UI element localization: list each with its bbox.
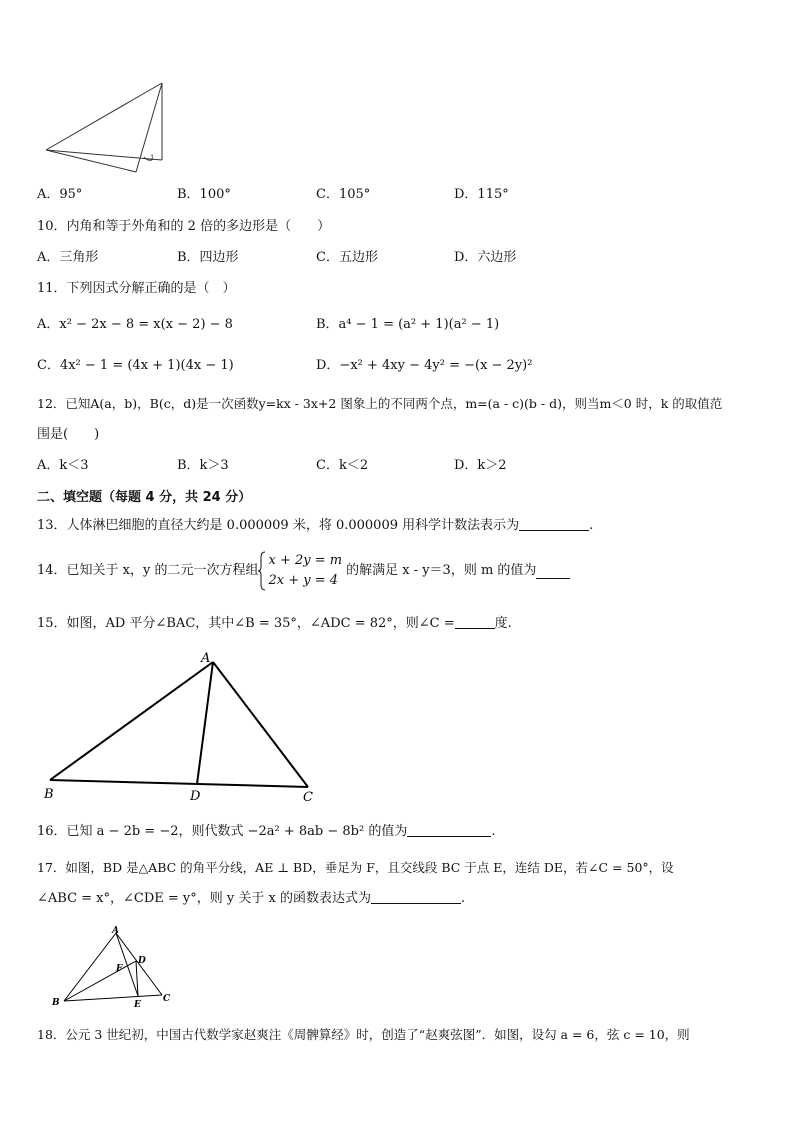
q17-figure: [48, 923, 183, 1013]
q17-end: .: [460, 891, 466, 906]
q11-option-a[interactable]: A．x² − 2x − 8 = x(x − 2) − 8: [37, 317, 233, 332]
q15-edge-bc: [50, 780, 308, 787]
q9-edge: [46, 83, 162, 150]
q17-label-a: A: [112, 926, 119, 936]
q9-edge: [46, 150, 162, 160]
q9-figure: [40, 78, 170, 178]
q12-stem-line2: 围是( ): [37, 427, 100, 442]
q17-line2: [37, 889, 465, 909]
section-title: 二、填空题（每题 4 分，共 24 分）: [37, 490, 252, 505]
q10-option-a[interactable]: A．三角形: [37, 250, 99, 265]
q18-stem: 18．公元 3 世纪初，中国古代数学家赵爽注《周髀算经》时，创造了“赵爽弦图”．如图，设勾 a = 6，弦 c = 10，则: [37, 1027, 690, 1042]
q15-label-d: D: [190, 789, 201, 804]
q17-blank[interactable]: [371, 889, 461, 904]
q9-option-a[interactable]: A．95°: [37, 187, 83, 202]
q15-blank[interactable]: [455, 614, 495, 629]
q17-label-f: F: [116, 964, 123, 974]
q16-stem: 16．已知 a − 2b = −2，则代数式 −2a² + 8ab − 8b² 的值为: [37, 824, 408, 839]
q14-post: 的解满足 x - y＝3，则 m 的值为: [346, 563, 537, 578]
q11-option-b[interactable]: B．a⁴ − 1 = (a² + 1)(a² − 1): [316, 317, 500, 332]
q17-stem-line2: ∠ABC = x°，∠CDE = y°，则 y 关于 x 的函数表达式为: [37, 891, 371, 906]
q15-label-c: C: [303, 790, 313, 805]
q10-stem: 10．内角和等于外角和的 2 倍的多边形是（ ）: [37, 219, 331, 234]
q15-edge-ac: [213, 662, 308, 787]
q14-pre: 14．已知关于 x，y 的二元一次方程组: [37, 563, 259, 578]
q16-blank[interactable]: [407, 822, 491, 837]
q12-option-d[interactable]: D．k＞2: [454, 458, 507, 473]
q14-eq1: x + 2y = m: [268, 553, 343, 568]
q17-edge-bc: [64, 995, 162, 1001]
q13-blank[interactable]: [519, 516, 589, 531]
q15-figure: [36, 646, 326, 806]
q16-end: .: [491, 824, 496, 839]
q17-label-b: B: [52, 998, 60, 1008]
q10-option-d[interactable]: D．六边形: [454, 250, 517, 265]
q15-line: [37, 614, 512, 634]
q11-stem: 11．下列因式分解正确的是（ ）: [37, 281, 236, 296]
q15-edge-ad: [197, 662, 213, 784]
q11-option-d[interactable]: D．−x² + 4xy − 4y² = −(x − 2y)²: [316, 358, 533, 373]
q9-option-c[interactable]: C．105°: [316, 187, 371, 202]
q12-stem-line1: 12．已知A(a，b)，B(c，d)是一次函数y=kx - 3x+2 图象上的不同两个点，m=(a - c)(b - d)，则当m＜0 时，k 的取值范: [37, 396, 723, 411]
q11-option-c[interactable]: C．4x² − 1 = (4x + 1)(4x − 1): [37, 358, 234, 373]
q17-edge-ab: [64, 933, 116, 1001]
q12-option-c[interactable]: C．k＜2: [316, 458, 369, 473]
q10-option-b[interactable]: B．四边形: [177, 250, 239, 265]
q14-brace-icon: [258, 551, 266, 591]
q13-stem: 13．人体淋巴细胞的直径大约是 0.000009 米，将 0.000009 用科学计数法表示为: [37, 518, 520, 533]
q17-edge-bd: [64, 961, 136, 1001]
q12-option-a[interactable]: A．k＜3: [37, 458, 89, 473]
q15-stem: 15．如图，AD 平分∠BAC，其中∠B = 35°，∠ADC = 82°，则∠C =: [37, 616, 455, 631]
q14-eq2: 2x + y = 4: [268, 573, 339, 588]
q9-angle-label: 1: [150, 154, 155, 162]
q13-line: [37, 516, 593, 536]
q14-system: [268, 551, 342, 591]
q15-label-a: A: [201, 651, 211, 666]
q17-label-e: E: [134, 1000, 141, 1010]
q15-label-b: B: [44, 787, 54, 802]
q17-label-d: D: [138, 956, 146, 966]
q12-option-b[interactable]: B．k＞3: [177, 458, 229, 473]
q9-option-d[interactable]: D．115°: [454, 187, 509, 202]
q13-end: .: [589, 518, 594, 533]
q16-line: [37, 822, 496, 842]
q9-edge: [46, 150, 136, 172]
q15-end: 度.: [494, 616, 512, 631]
q17-stem-line1: 17．如图，BD 是△ABC 的角平分线，AE ⊥ BD，垂足为 F，且交线段 BC 于点 E，连结 DE，若∠C = 50°，设: [37, 860, 674, 875]
q10-option-c[interactable]: C．五边形: [316, 250, 378, 265]
q9-option-b[interactable]: B．100°: [177, 187, 231, 202]
q14-line: [37, 549, 570, 593]
q17-label-c: C: [163, 994, 171, 1004]
q15-edge-ab: [50, 662, 213, 780]
q14-blank[interactable]: [536, 564, 570, 579]
